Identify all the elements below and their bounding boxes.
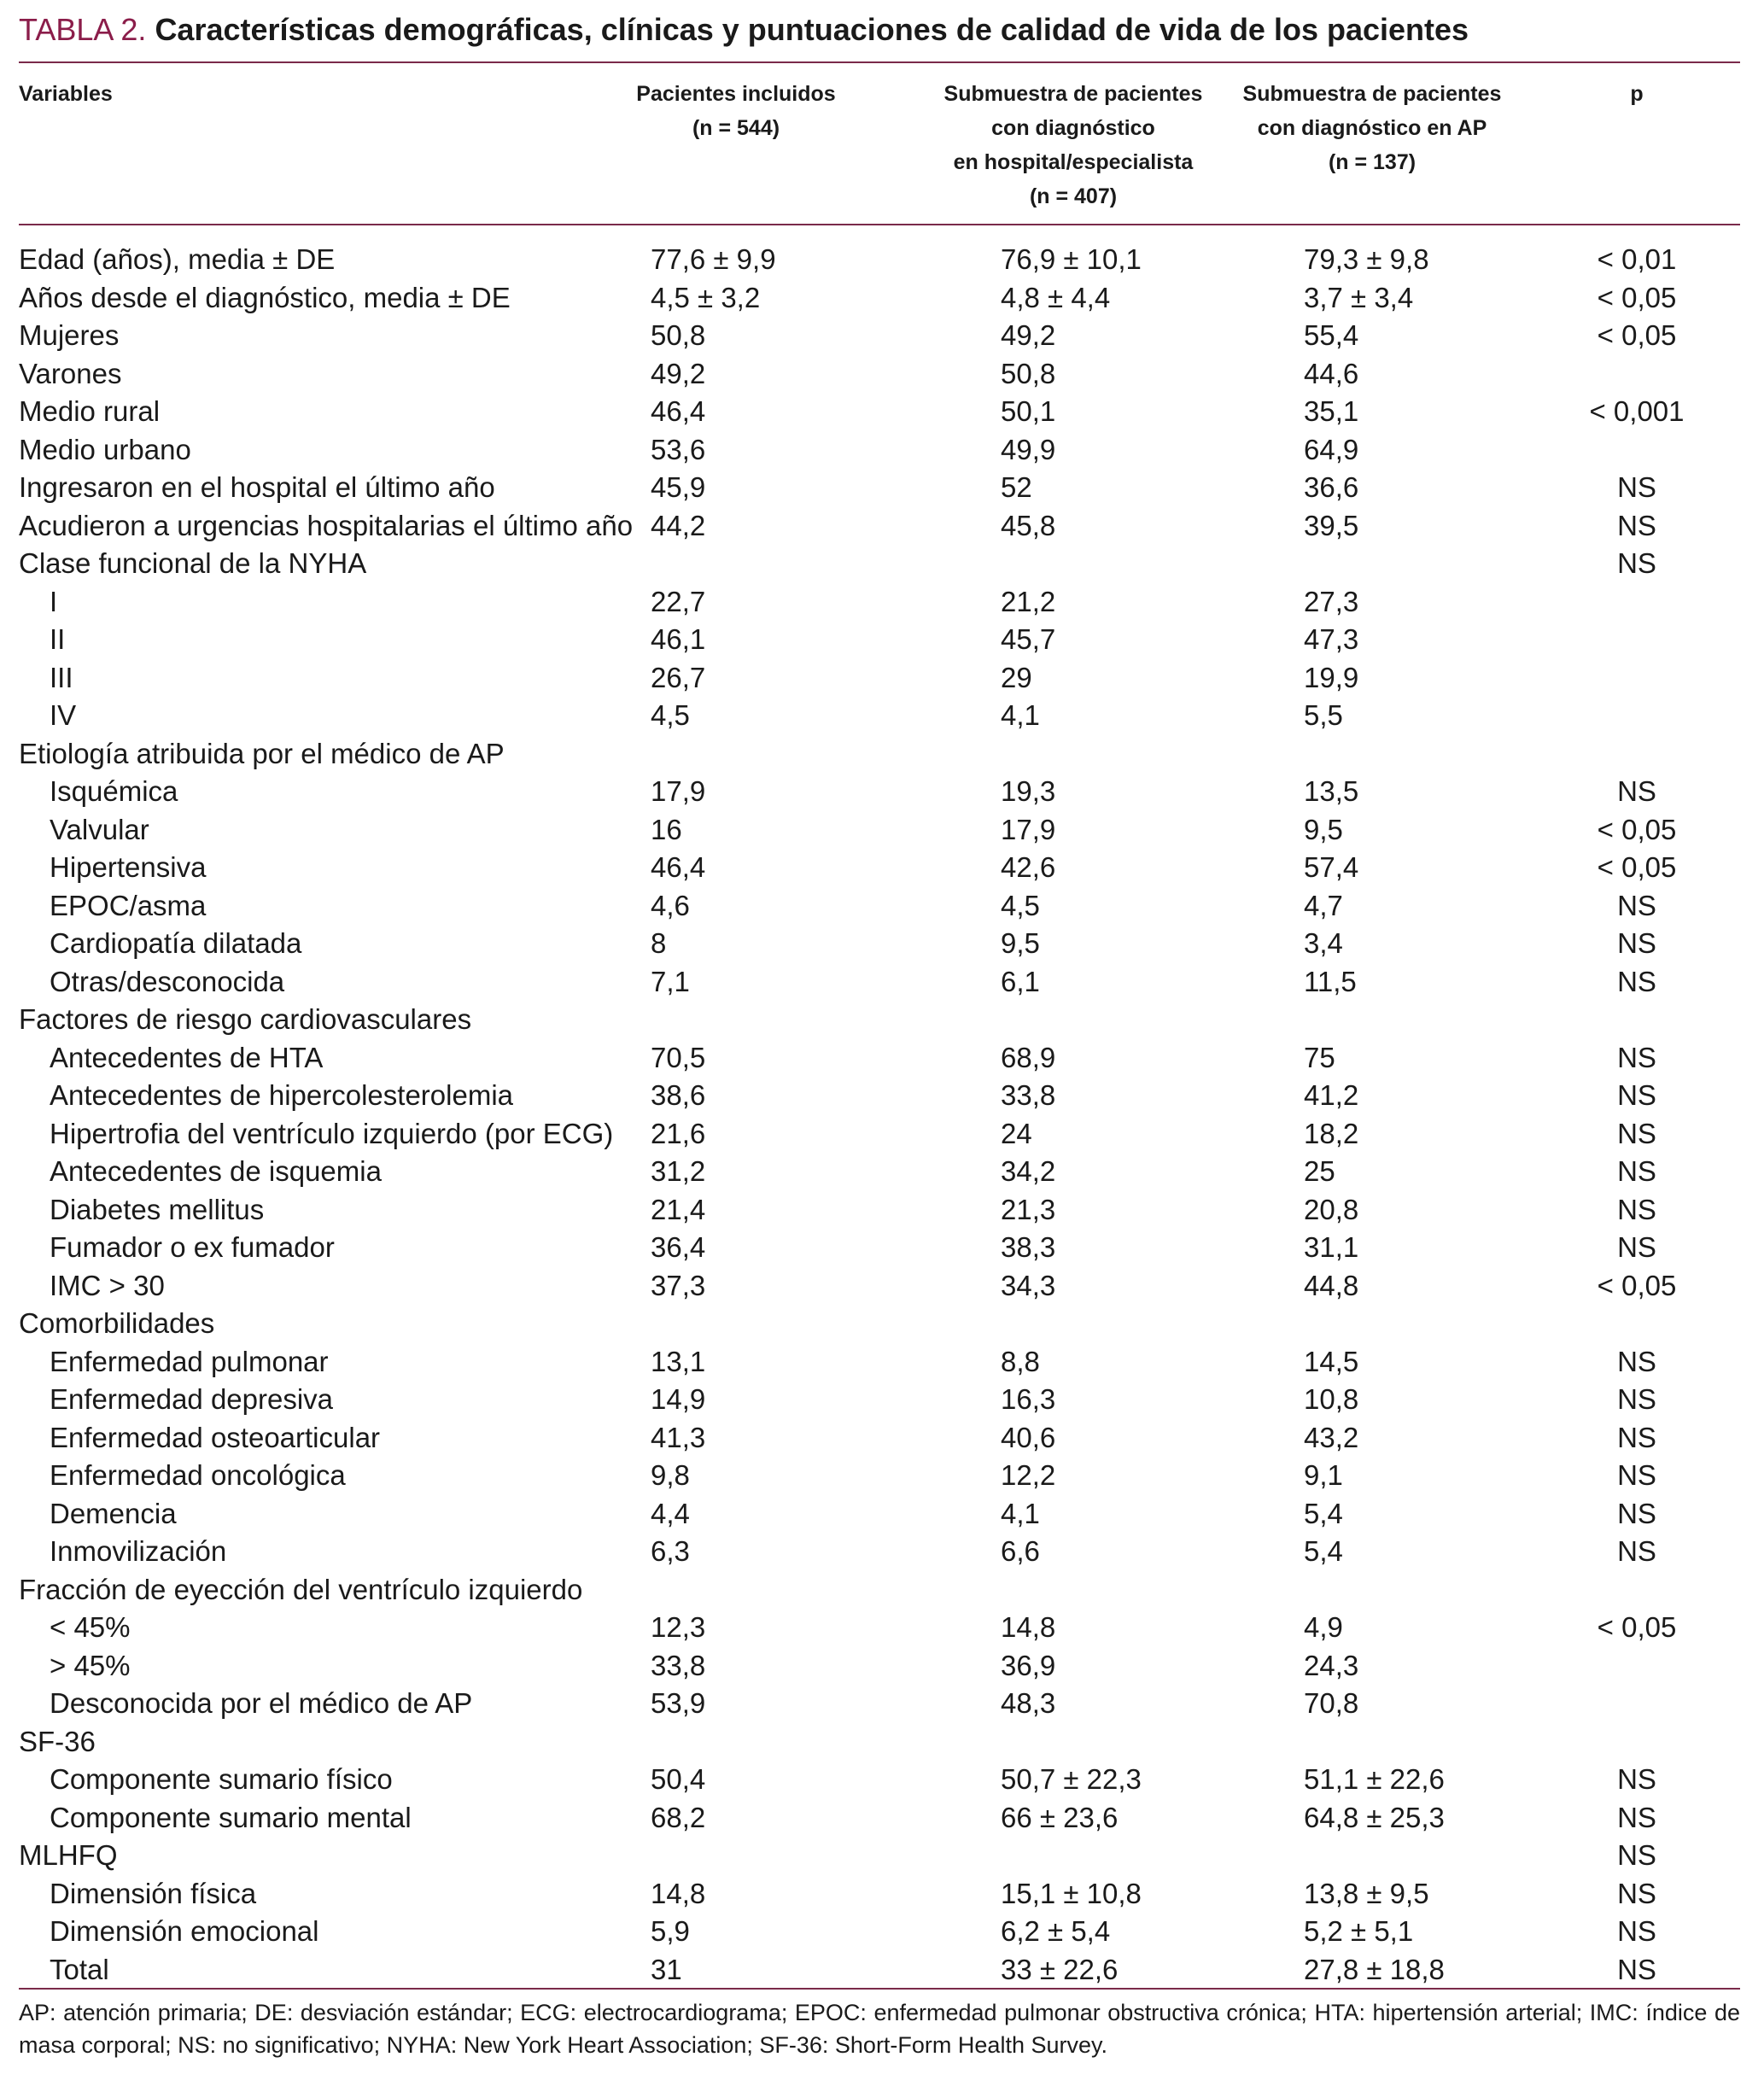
value-p: < 0,001 (1589, 395, 1685, 427)
row-variable: Cardiopatía dilatada (50, 927, 302, 959)
value-included: 37,3 (651, 1269, 706, 1301)
row-variable: Clase funcional de la NYHA (19, 547, 367, 579)
table-row (19, 1913, 1740, 1950)
table-row (19, 1077, 1740, 1114)
value-hospital: 68,9 (1001, 1041, 1056, 1073)
value-included: 36,4 (651, 1231, 706, 1263)
value-included: 45,9 (651, 471, 706, 503)
value-hospital: 4,1 (1001, 1497, 1040, 1529)
row-variable: Hipertrofia del ventrículo izquierdo (por ECG) (50, 1117, 614, 1149)
value-p: < 0,05 (1597, 813, 1677, 845)
header-included (574, 77, 898, 145)
value-hospital: 50,1 (1001, 395, 1056, 427)
value-hospital: 6,1 (1001, 965, 1040, 997)
value-included: 22,7 (651, 585, 706, 617)
value-hospital: 42,6 (1001, 851, 1056, 883)
header-rule (19, 224, 1740, 225)
row-variable: II (50, 623, 66, 655)
value-ap: 36,6 (1304, 471, 1359, 503)
row-variable: Antecedentes de hipercolesterolemia (50, 1079, 514, 1111)
value-hospital: 49,2 (1001, 319, 1056, 351)
row-variable: Comorbilidades (19, 1307, 215, 1339)
row-variable: Desconocida por el médico de AP (50, 1687, 473, 1719)
table-row (19, 1647, 1740, 1685)
table-row (19, 963, 1740, 1001)
value-included: 53,6 (651, 433, 706, 465)
row-variable: < 45% (50, 1611, 131, 1643)
value-included: 14,9 (651, 1383, 706, 1415)
row-variable: Inmovilización (50, 1535, 227, 1567)
table-row (19, 1419, 1740, 1457)
header-line: p (1630, 82, 1644, 106)
value-hospital: 50,8 (1001, 357, 1056, 389)
row-variable: Años desde el diagnóstico, media ± DE (19, 281, 511, 313)
value-hospital: 36,9 (1001, 1649, 1056, 1681)
value-included: 21,4 (651, 1193, 706, 1225)
value-ap: 35,1 (1304, 395, 1359, 427)
row-variable: EPOC/asma (50, 889, 207, 921)
row-variable: Fumador o ex fumador (50, 1231, 335, 1263)
value-included: 14,8 (651, 1877, 706, 1909)
table-row (19, 279, 1740, 317)
value-hospital: 16,3 (1001, 1383, 1056, 1415)
value-included: 46,1 (651, 623, 706, 655)
value-included: 46,4 (651, 851, 706, 883)
value-p: NS (1617, 1459, 1656, 1491)
value-p: NS (1617, 1079, 1656, 1111)
table-row (19, 1115, 1740, 1153)
row-variable: Diabetes mellitus (50, 1193, 265, 1225)
value-ap: 14,5 (1304, 1345, 1359, 1377)
table-row (19, 317, 1740, 354)
header-line: con diagnóstico (991, 116, 1155, 140)
value-p: NS (1617, 1763, 1656, 1795)
value-hospital: 6,2 ± 5,4 (1001, 1915, 1111, 1947)
value-hospital: 40,6 (1001, 1421, 1056, 1453)
value-ap: 64,8 ± 25,3 (1304, 1801, 1445, 1833)
value-ap: 24,3 (1304, 1649, 1359, 1681)
header-line: (n = 407) (1029, 184, 1118, 208)
value-ap: 70,8 (1304, 1687, 1359, 1719)
table-row (19, 1951, 1740, 1989)
value-hospital: 33 ± 22,6 (1001, 1953, 1119, 1985)
table-row (19, 1495, 1740, 1533)
value-ap: 75 (1304, 1041, 1335, 1073)
row-variable: III (50, 661, 73, 693)
table-row (19, 393, 1740, 430)
row-variable: Factores de riesgo cardiovasculares (19, 1003, 472, 1035)
table-row (19, 355, 1740, 393)
value-included: 46,4 (651, 395, 706, 427)
header-p (1556, 77, 1718, 111)
row-variable: Enfermedad depresiva (50, 1383, 334, 1415)
row-variable: Antecedentes de HTA (50, 1041, 324, 1073)
value-hospital: 45,7 (1001, 623, 1056, 655)
value-p: NS (1617, 1193, 1656, 1225)
value-hospital: 15,1 ± 10,8 (1001, 1877, 1142, 1909)
value-included: 68,2 (651, 1801, 706, 1833)
row-variable: SF-36 (19, 1725, 96, 1757)
table-row (19, 659, 1740, 697)
table-row (19, 1609, 1740, 1646)
table-row (19, 1457, 1740, 1494)
value-ap: 64,9 (1304, 433, 1359, 465)
value-p: NS (1617, 1953, 1656, 1985)
value-ap: 9,5 (1304, 813, 1343, 845)
value-p: NS (1617, 1383, 1656, 1415)
table-row (19, 1153, 1740, 1190)
value-ap: 3,4 (1304, 927, 1343, 959)
table-row (19, 469, 1740, 506)
value-ap: 5,4 (1304, 1535, 1343, 1567)
value-p: NS (1617, 1877, 1656, 1909)
value-ap: 44,6 (1304, 357, 1359, 389)
value-p: NS (1617, 889, 1656, 921)
table-row (19, 1875, 1740, 1913)
value-ap: 5,5 (1304, 699, 1343, 731)
header-line: (n = 137) (1328, 150, 1416, 174)
value-hospital: 6,6 (1001, 1535, 1040, 1567)
value-hospital: 8,8 (1001, 1345, 1040, 1377)
value-p: < 0,01 (1597, 243, 1677, 275)
table-row (19, 1533, 1740, 1570)
row-variable: Componente sumario mental (50, 1801, 412, 1833)
value-p: < 0,05 (1597, 281, 1677, 313)
row-variable: Valvular (50, 813, 149, 845)
row-variable: Acudieron a urgencias hospitalarias el último año (19, 509, 634, 541)
value-hospital: 38,3 (1001, 1231, 1056, 1263)
value-hospital: 45,8 (1001, 509, 1056, 541)
value-included: 4,6 (651, 889, 690, 921)
value-included: 7,1 (651, 965, 690, 997)
row-variable: Medio urbano (19, 433, 191, 465)
header-line: (n = 544) (692, 116, 780, 140)
value-hospital: 34,2 (1001, 1155, 1056, 1187)
table-row (19, 507, 1740, 545)
row-variable: Enfermedad oncológica (50, 1459, 346, 1491)
value-p: NS (1617, 1155, 1656, 1187)
table-row (19, 925, 1740, 962)
value-ap: 5,4 (1304, 1497, 1343, 1529)
value-hospital: 4,8 ± 4,4 (1001, 281, 1111, 313)
value-hospital: 24 (1001, 1117, 1032, 1149)
header-line: Submuestra de pacientes (943, 82, 1203, 106)
value-p: NS (1617, 1231, 1656, 1263)
row-variable: Etiología atribuida por el médico de AP (19, 737, 505, 769)
value-p: NS (1617, 1801, 1656, 1833)
table-row (19, 545, 1740, 582)
value-p: NS (1617, 965, 1656, 997)
value-ap: 3,7 ± 3,4 (1304, 281, 1414, 313)
value-hospital: 66 ± 23,6 (1001, 1801, 1119, 1833)
header-ap-subsample (1214, 77, 1530, 179)
value-hospital: 21,3 (1001, 1193, 1056, 1225)
table-row (19, 1837, 1740, 1874)
table-row (19, 849, 1740, 886)
value-included: 21,6 (651, 1117, 706, 1149)
row-variable: I (50, 585, 58, 617)
value-ap: 79,3 ± 9,8 (1304, 243, 1429, 275)
value-included: 4,5 (651, 699, 690, 731)
value-ap: 4,9 (1304, 1611, 1343, 1643)
value-included: 77,6 ± 9,9 (651, 243, 776, 275)
value-hospital: 12,2 (1001, 1459, 1056, 1491)
value-p: NS (1617, 509, 1656, 541)
value-included: 26,7 (651, 661, 706, 693)
row-variable: IV (50, 699, 77, 731)
value-included: 8 (651, 927, 667, 959)
row-variable: Isquémica (50, 775, 178, 807)
value-p: NS (1617, 1117, 1656, 1149)
row-variable: Componente sumario físico (50, 1763, 393, 1795)
value-included: 38,6 (651, 1079, 706, 1111)
value-ap: 27,3 (1304, 585, 1359, 617)
value-included: 31 (651, 1953, 682, 1985)
value-hospital: 76,9 ± 10,1 (1001, 243, 1142, 275)
value-p: < 0,05 (1597, 1269, 1677, 1301)
value-p: < 0,05 (1597, 319, 1677, 351)
value-included: 17,9 (651, 775, 706, 807)
table-row (19, 697, 1740, 734)
value-ap: 44,8 (1304, 1269, 1359, 1301)
header-line: Submuestra de pacientes (1242, 82, 1502, 106)
value-p: NS (1617, 1497, 1656, 1529)
value-included: 50,4 (651, 1763, 706, 1795)
table-row (19, 1381, 1740, 1418)
value-hospital: 17,9 (1001, 813, 1056, 845)
table-row (19, 1229, 1740, 1266)
value-hospital: 52 (1001, 471, 1032, 503)
value-hospital: 33,8 (1001, 1079, 1056, 1111)
row-variable: Dimensión física (50, 1877, 257, 1909)
row-variable: Edad (años), media ± DE (19, 243, 336, 275)
value-ap: 31,1 (1304, 1231, 1359, 1263)
table-row (19, 1343, 1740, 1381)
value-hospital: 9,5 (1001, 927, 1040, 959)
value-ap: 25 (1304, 1155, 1335, 1187)
value-ap: 19,9 (1304, 661, 1359, 693)
table-row (19, 1799, 1740, 1837)
value-included: 33,8 (651, 1649, 706, 1681)
value-ap: 4,7 (1304, 889, 1343, 921)
row-variable: Total (50, 1953, 109, 1985)
row-variable: Enfermedad pulmonar (50, 1345, 329, 1377)
value-p: < 0,05 (1597, 851, 1677, 883)
value-hospital: 4,5 (1001, 889, 1040, 921)
table-row (19, 1761, 1740, 1798)
value-included: 9,8 (651, 1459, 690, 1491)
value-included: 49,2 (651, 357, 706, 389)
value-p: NS (1617, 1839, 1656, 1871)
table-row (19, 621, 1740, 658)
value-included: 12,3 (651, 1611, 706, 1643)
row-variable: Dimensión emocional (50, 1915, 319, 1947)
value-included: 31,2 (651, 1155, 706, 1187)
table-row (19, 887, 1740, 925)
table-label: TABLA 2. (19, 12, 147, 47)
value-ap: 57,4 (1304, 851, 1359, 883)
value-included: 53,9 (651, 1687, 706, 1719)
value-ap: 41,2 (1304, 1079, 1359, 1111)
value-ap: 27,8 ± 18,8 (1304, 1953, 1445, 1985)
value-ap: 51,1 ± 22,6 (1304, 1763, 1445, 1795)
bottom-rule (19, 1988, 1740, 1990)
value-ap: 13,5 (1304, 775, 1359, 807)
header-variables (19, 77, 113, 111)
value-ap: 10,8 (1304, 1383, 1359, 1415)
row-variable: Otras/desconocida (50, 965, 285, 997)
table-row (19, 1267, 1740, 1305)
table-row (19, 1685, 1740, 1722)
header-hospital-subsample (915, 77, 1231, 213)
value-included: 4,5 ± 3,2 (651, 281, 761, 313)
row-variable: Enfermedad osteoarticular (50, 1421, 381, 1453)
value-hospital: 19,3 (1001, 775, 1056, 807)
value-ap: 5,2 ± 5,1 (1304, 1915, 1414, 1947)
header-line: Pacientes incluidos (636, 82, 836, 106)
table-row (19, 1039, 1740, 1077)
value-included: 44,2 (651, 509, 706, 541)
row-variable: Varones (19, 357, 122, 389)
value-p: NS (1617, 775, 1656, 807)
row-variable: Antecedentes de isquemia (50, 1155, 382, 1187)
value-ap: 18,2 (1304, 1117, 1359, 1149)
header-line: Variables (19, 82, 113, 106)
table-row (19, 1001, 1740, 1038)
value-included: 16 (651, 813, 682, 845)
header-line: con diagnóstico en AP (1257, 116, 1487, 140)
value-ap: 43,2 (1304, 1421, 1359, 1453)
row-variable: Medio rural (19, 395, 161, 427)
table-row (19, 431, 1740, 469)
value-hospital: 14,8 (1001, 1611, 1056, 1643)
value-included: 6,3 (651, 1535, 690, 1567)
table-footnote: AP: atención primaria; DE: desviación estándar; ECG: electrocardiograma; EPOC: enfermedad pulmonar obstructiva crónica; HTA: hipertensión arterial; IMC: índice de masa corporal; NS: no significativo; NYHA: New York Heart Association; SF-36: Short-Form Health Survey. (19, 2000, 1740, 2058)
value-ap: 9,1 (1304, 1459, 1343, 1491)
row-variable: Mujeres (19, 319, 120, 351)
value-included: 13,1 (651, 1345, 706, 1377)
table-row (19, 1191, 1740, 1229)
value-p: NS (1617, 1041, 1656, 1073)
value-hospital: 29 (1001, 661, 1032, 693)
table-row (19, 735, 1740, 773)
table-title (19, 9, 1469, 51)
value-p: NS (1617, 1535, 1656, 1567)
value-hospital: 50,7 ± 22,3 (1001, 1763, 1142, 1795)
value-ap: 13,8 ± 9,5 (1304, 1877, 1429, 1909)
value-ap: 11,5 (1304, 965, 1357, 997)
value-hospital: 49,9 (1001, 433, 1056, 465)
row-variable: IMC > 30 (50, 1269, 165, 1301)
value-included: 5,9 (651, 1915, 690, 1947)
value-hospital: 21,2 (1001, 585, 1056, 617)
row-variable: > 45% (50, 1649, 131, 1681)
value-p: < 0,05 (1597, 1611, 1677, 1643)
value-p: NS (1617, 1915, 1656, 1947)
value-ap: 39,5 (1304, 509, 1359, 541)
value-included: 50,8 (651, 319, 706, 351)
value-included: 70,5 (651, 1041, 706, 1073)
row-variable: Demencia (50, 1497, 177, 1529)
value-hospital: 4,1 (1001, 699, 1040, 731)
row-variable: Ingresaron en el hospital el último año (19, 471, 495, 503)
value-p: NS (1617, 471, 1656, 503)
value-p: NS (1617, 1345, 1656, 1377)
top-rule (19, 61, 1740, 63)
table-row (19, 1571, 1740, 1609)
row-variable: Hipertensiva (50, 851, 207, 883)
value-included: 41,3 (651, 1421, 706, 1453)
value-p: NS (1617, 1421, 1656, 1453)
table-row (19, 241, 1740, 278)
table-title-text: Características demográficas, clínicas y puntuaciones de calidad de vida de los pacientes (155, 12, 1469, 47)
value-ap: 47,3 (1304, 623, 1359, 655)
row-variable: MLHFQ (19, 1839, 118, 1871)
table-row (19, 773, 1740, 810)
value-ap: 20,8 (1304, 1193, 1359, 1225)
value-hospital: 48,3 (1001, 1687, 1056, 1719)
table-row (19, 811, 1740, 849)
header-line: en hospital/especialista (953, 150, 1194, 174)
value-p: NS (1617, 547, 1656, 579)
value-hospital: 34,3 (1001, 1269, 1056, 1301)
value-p: NS (1617, 927, 1656, 959)
value-ap: 55,4 (1304, 319, 1359, 351)
row-variable: Fracción de eyección del ventrículo izquierdo (19, 1573, 583, 1605)
table-row (19, 1305, 1740, 1342)
table-row (19, 583, 1740, 621)
table-row (19, 1723, 1740, 1761)
value-included: 4,4 (651, 1497, 690, 1529)
